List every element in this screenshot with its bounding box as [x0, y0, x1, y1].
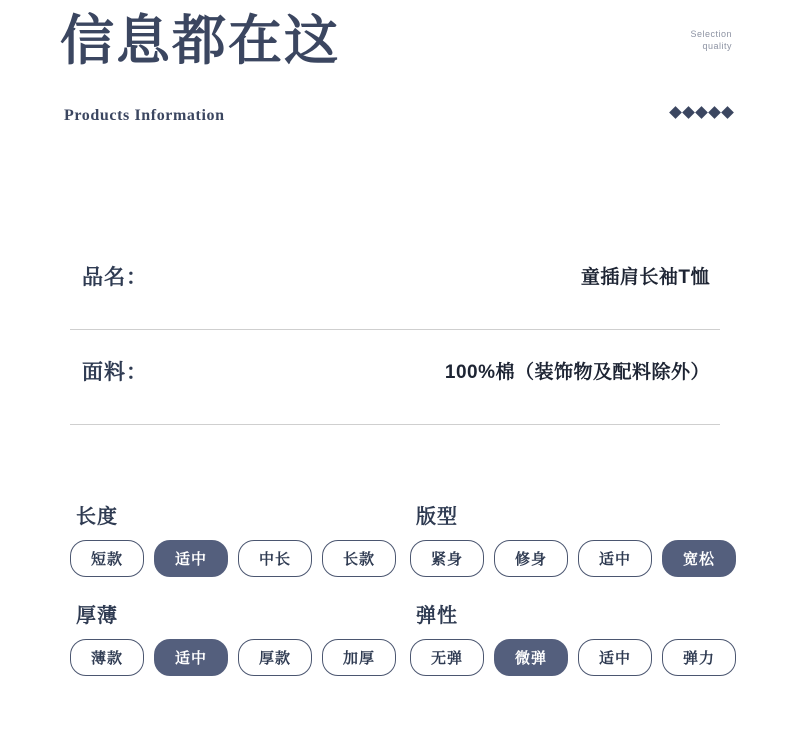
attribute-option[interactable]: 弹力	[662, 639, 736, 676]
corner-note	[690, 28, 732, 52]
attribute-option[interactable]: 适中	[578, 540, 652, 577]
attribute-group-title: 版型	[416, 506, 458, 528]
diamond-icon	[721, 106, 734, 119]
info-row	[70, 235, 720, 330]
attribute-option-list	[70, 639, 410, 676]
attribute-grid	[70, 500, 720, 698]
attribute-group-title: 长度	[76, 506, 118, 528]
attribute-option[interactable]: 紧身	[410, 540, 484, 577]
page-title: 信息都在这	[60, 11, 340, 71]
info-row-list	[0, 235, 790, 425]
attribute-option[interactable]: 适中	[578, 639, 652, 676]
attribute-option[interactable]: 厚款	[238, 639, 312, 676]
attribute-option-selected[interactable]: 适中	[154, 639, 228, 676]
attribute-group-title: 弹性	[416, 605, 458, 627]
attribute-option-list	[410, 639, 720, 676]
attribute-group	[410, 599, 720, 676]
info-row-label: 品名：	[82, 266, 148, 289]
attribute-option-list	[70, 540, 410, 577]
attribute-group-title: 厚薄	[76, 605, 118, 627]
page-header	[0, 0, 790, 160]
diamond-icon	[682, 106, 695, 119]
page-subtitle: Products Information	[64, 107, 225, 124]
row-divider	[70, 424, 720, 425]
info-row-value: 童插肩长袖T恤	[580, 267, 710, 288]
diamond-icon	[708, 106, 721, 119]
attribute-section	[70, 500, 720, 698]
attribute-option-selected[interactable]: 适中	[154, 540, 228, 577]
info-row-label: 面料：	[82, 361, 148, 384]
attribute-option-list	[410, 540, 720, 577]
info-row-value: 100%棉（装饰物及配料除外）	[444, 362, 710, 383]
attribute-group	[70, 500, 410, 577]
info-row	[70, 330, 720, 425]
diamond-icon	[669, 106, 682, 119]
attribute-option[interactable]: 中长	[238, 540, 312, 577]
attribute-option[interactable]: 修身	[494, 540, 568, 577]
attribute-option[interactable]: 加厚	[322, 639, 396, 676]
attribute-option[interactable]: 无弹	[410, 639, 484, 676]
diamond-icon	[695, 106, 708, 119]
attribute-option[interactable]: 短款	[70, 540, 144, 577]
attribute-group	[70, 599, 410, 676]
corner-note-line2: quality	[702, 41, 732, 51]
attribute-option[interactable]: 薄款	[70, 639, 144, 676]
attribute-option-selected[interactable]: 微弹	[494, 639, 568, 676]
attribute-option-selected[interactable]: 宽松	[662, 540, 736, 577]
diamond-ornament	[671, 108, 732, 117]
attribute-group	[410, 500, 720, 577]
attribute-option[interactable]: 长款	[322, 540, 396, 577]
corner-note-line1: Selection	[690, 29, 732, 39]
